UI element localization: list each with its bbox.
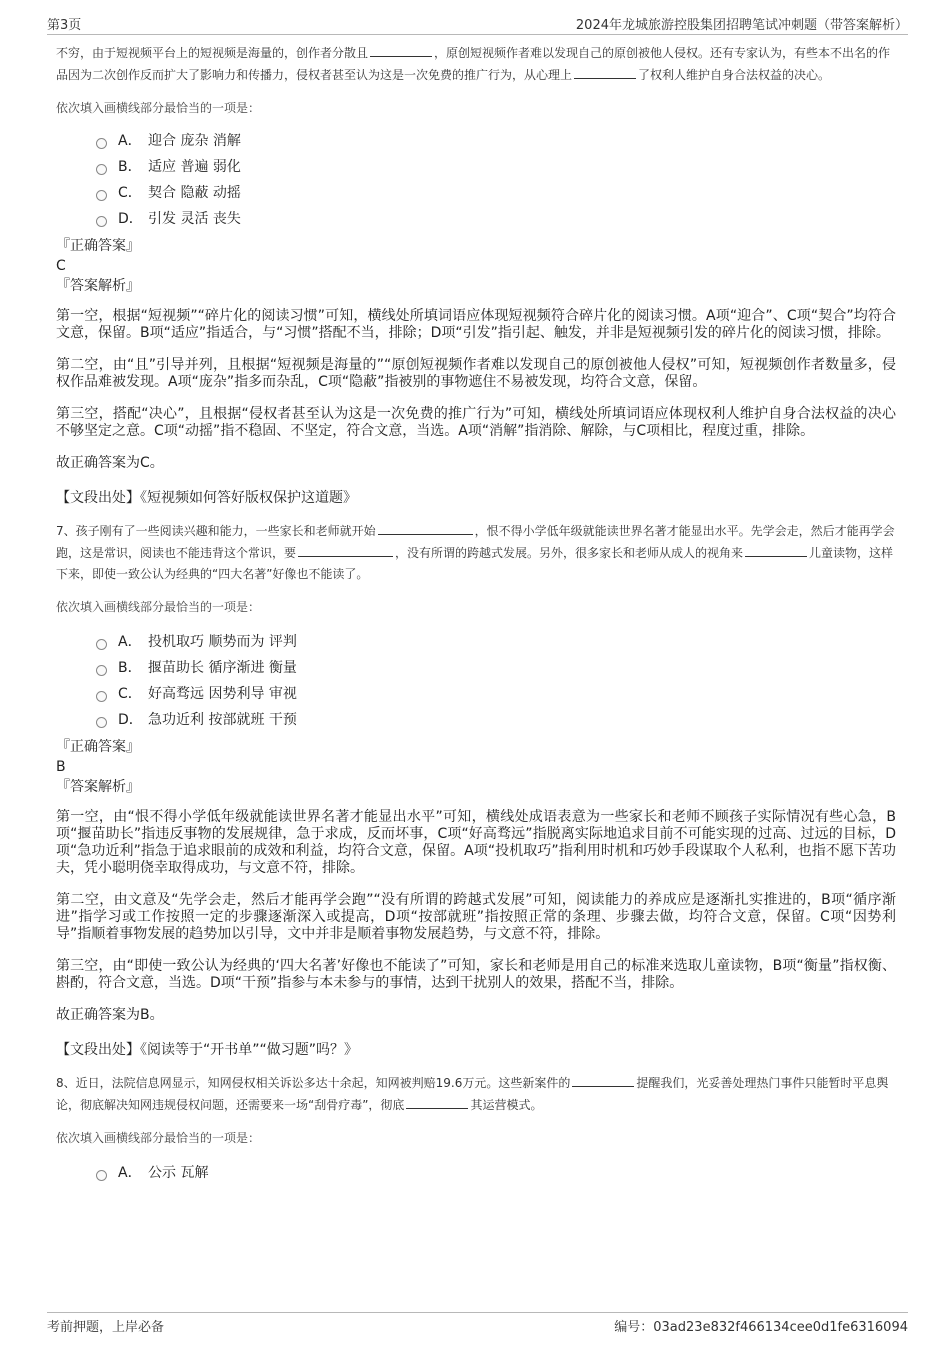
analysis-conclusion: 故正确答案为B。 [56,1007,164,1023]
stem-text: 不穷，由于短视频平台上的短视频是海量的，创作者分散且 [56,46,369,60]
analysis-paragraph: 第一空，由“恨不得小学低年级就能读世界名著才能显出水平”可知，横线处成语表意为一些家长和老师不顾孩子实际情况有些心急，B项“揠苗助长”指违反事物的发展规律，急于求成，反而坏事，C项“好高骛远”指脱离实际地追求目前不可能实现的过高、过远的目标，D项“急功近利”指急于追求眼前的成效和利益，均符合文意，保留。A项“投机取巧”指利用时机和巧妙手段谋取个人私利，也指不愿下苦功夫，凭小聪明侥幸取得成功，与文意不符，排除。 [56,809,896,876]
option-text: 适应 普遍 弱化 [148,159,241,175]
radio-icon[interactable] [96,138,107,149]
option-d[interactable] [96,205,896,231]
fill-blank [574,64,636,79]
option-letter: D． [118,211,143,227]
option-letter: A． [118,634,142,650]
document-title: 2024年龙城旅游控股集团招聘笔试冲刺题（带答案解析） [575,18,908,33]
stem-text: 提醒我们，光妥善处理热门事件只能暂时平息舆论，彻底解决知网违规侵权问题，还需要来一场“刮骨疗毒”，彻底 [56,1076,889,1112]
question-stem [56,42,896,86]
option-letter: B． [118,660,142,676]
option-letter: B． [118,159,142,175]
option-d[interactable] [96,706,896,732]
stem-text: ，恨不得小学低年级就能读世界名著才能显出水平。先学会走，然后才能再学会跑，这是常识，阅读也不能违背这个常识，要 [56,524,895,560]
source-title: 《阅读等于“开书单”“做习题”吗？》 [140,1042,359,1058]
question-6 [56,42,896,507]
option-a[interactable] [96,127,896,153]
fill-blank [572,1072,634,1087]
fill-blank [370,42,432,57]
analysis-paragraph: 第三空，由“即使一致公认为经典的‘四大名著’好像也不能读了”可知，家长和老师是用自己的标准来选取儿童读物，B项“衡量”指权衡、斟酌，符合文意，当选。D项“干预”指参与本未参与的事情，达到干扰别人的效果，搭配不当，排除。 [56,958,896,991]
radio-icon[interactable] [96,639,107,650]
text-source [56,487,896,507]
source-title: 《短视频如何答好版权保护这道题》 [140,490,357,506]
option-letter: A． [118,133,142,149]
option-a[interactable] [96,628,896,654]
option-letter: C． [118,185,142,201]
option-a[interactable] [96,1159,896,1185]
option-text: 急功近利 按部就班 干预 [148,712,297,728]
question-7 [56,520,896,1059]
question-8 [56,1072,896,1185]
fill-blank [298,542,393,557]
source-label: 【文段出处】 [56,1042,140,1058]
stem-text: ，原创短视频作者难以发现自己的原创被他人侵权。还有专家认为，有些本不出名的作品因为二次创作反而扩大了影响力和传播力，侵权者甚至认为这是一次免费的推广行为，从心理上 [56,46,891,82]
option-b[interactable] [96,654,896,680]
radio-icon[interactable] [96,1170,107,1181]
option-letter: C． [118,686,142,702]
option-c[interactable] [96,179,896,205]
radio-icon[interactable] [96,665,107,676]
stem-text: ，没有所谓的跨越式发展。另外，很多家长和老师从成人的视角来 [395,546,744,560]
option-list [56,628,896,732]
fill-blank [745,542,807,557]
option-b[interactable] [96,153,896,179]
option-list [56,127,896,231]
option-text: 公示 瓦解 [148,1165,209,1181]
radio-icon[interactable] [96,190,107,201]
question-instruction: 依次填入画横线部分最恰当的一项是： [56,600,261,614]
stem-text: 7、孩子刚有了一些阅读兴趣和能力，一些家长和老师就开始 [56,524,376,538]
document-id: 编号：03ad23e832f466134cee0d1fe6316094 [614,1320,908,1335]
analysis-label: 『答案解析』 [56,278,140,294]
option-text: 契合 隐蔽 动摇 [148,185,241,201]
option-text: 揠苗助长 循序渐进 衡量 [148,660,297,676]
stem-text: 8、近日，法院信息网显示，知网侵权相关诉讼多达十余起，知网被判赔19.6万元。这些新案件的 [56,1076,571,1090]
option-text: 好高骛远 因势利导 审视 [148,686,297,702]
option-text: 引发 灵活 丧失 [148,211,241,227]
page-header [47,10,908,35]
page-number: 第3页 [47,18,82,33]
answer-value: B [56,759,66,775]
radio-icon[interactable] [96,164,107,175]
option-c[interactable] [96,680,896,706]
stem-text: 其运营模式。 [470,1098,543,1112]
analysis-paragraph: 第一空，根据“短视频”“碎片化的阅读习惯”可知，横线处所填词语应体现短视频符合碎片化的阅读习惯。A项“迎合”、C项“契合”均符合文意，保留。B项“适应”指适合，与“习惯”搭配不当，排除；D项“引发”指引起、触发，并非是短视频引发的碎片化的阅读习惯，排除。 [56,308,896,341]
option-letter: D． [118,712,143,728]
answer-value: C [56,258,66,274]
text-source [56,1039,896,1059]
analysis-paragraph: 第二空，由“且”引导并列，且根据“短视频是海量的”“原创短视频作者难以发现自己的原创被他人侵权”可知，短视频创作者数量多，侵权作品难被发现。A项“庞杂”指多而杂乱，C项“隐蔽”指被别的事物遮住不易被发现，均符合文意，保留。 [56,357,896,390]
option-text: 投机取巧 顺势而为 评判 [148,634,297,650]
stem-text: 了权利人维护自身合法权益的决心。 [638,68,831,82]
radio-icon[interactable] [96,717,107,728]
question-stem [56,520,896,585]
source-label: 【文段出处】 [56,490,140,506]
analysis-label: 『答案解析』 [56,779,140,795]
answer-label: 『正确答案』 [56,238,140,254]
question-instruction: 依次填入画横线部分最恰当的一项是： [56,1131,261,1145]
radio-icon[interactable] [96,691,107,702]
fill-blank [406,1094,468,1109]
analysis-paragraph: 第二空，由文意及“先学会走，然后才能再学会跑”“没有所谓的跨越式发展”可知，阅读能力的养成应是逐渐扎实推进的，B项“循序渐进”指学习或工作按照一定的步骤逐渐深入或提高，D项“按部就班”指按照正常的条理、步骤去做，均符合文意，保留。C项“因势利导”指顺着事物发展的趋势加以引导，文中并非是顺着事物发展趋势，与文意不符，排除。 [56,892,896,942]
analysis-conclusion: 故正确答案为C。 [56,455,164,471]
main-content [56,42,896,1185]
option-list [56,1159,896,1185]
answer-label: 『正确答案』 [56,739,140,755]
analysis-paragraph: 第三空，搭配“决心”，且根据“侵权者甚至认为这是一次免费的推广行为”可知，横线处所填词语应体现权利人维护自身合法权益的决心不够坚定之意。C项“动摇”指不稳固、不坚定，符合文意，当选。A项“消解”指消除、解除，与C项相比，程度过重，排除。 [56,406,896,439]
option-text: 迎合 庞杂 消解 [148,133,241,149]
radio-icon[interactable] [96,216,107,227]
stem-text: 儿童读物，这样下来，即使一致公认为经典的“四大名著”好像也不能读了。 [56,546,894,581]
page-footer [47,1312,908,1335]
question-stem [56,1072,896,1116]
question-instruction: 依次填入画横线部分最恰当的一项是： [56,101,261,115]
option-letter: A． [118,1165,142,1181]
footer-slogan: 考前押题，上岸必备 [47,1320,165,1335]
fill-blank [378,520,473,535]
